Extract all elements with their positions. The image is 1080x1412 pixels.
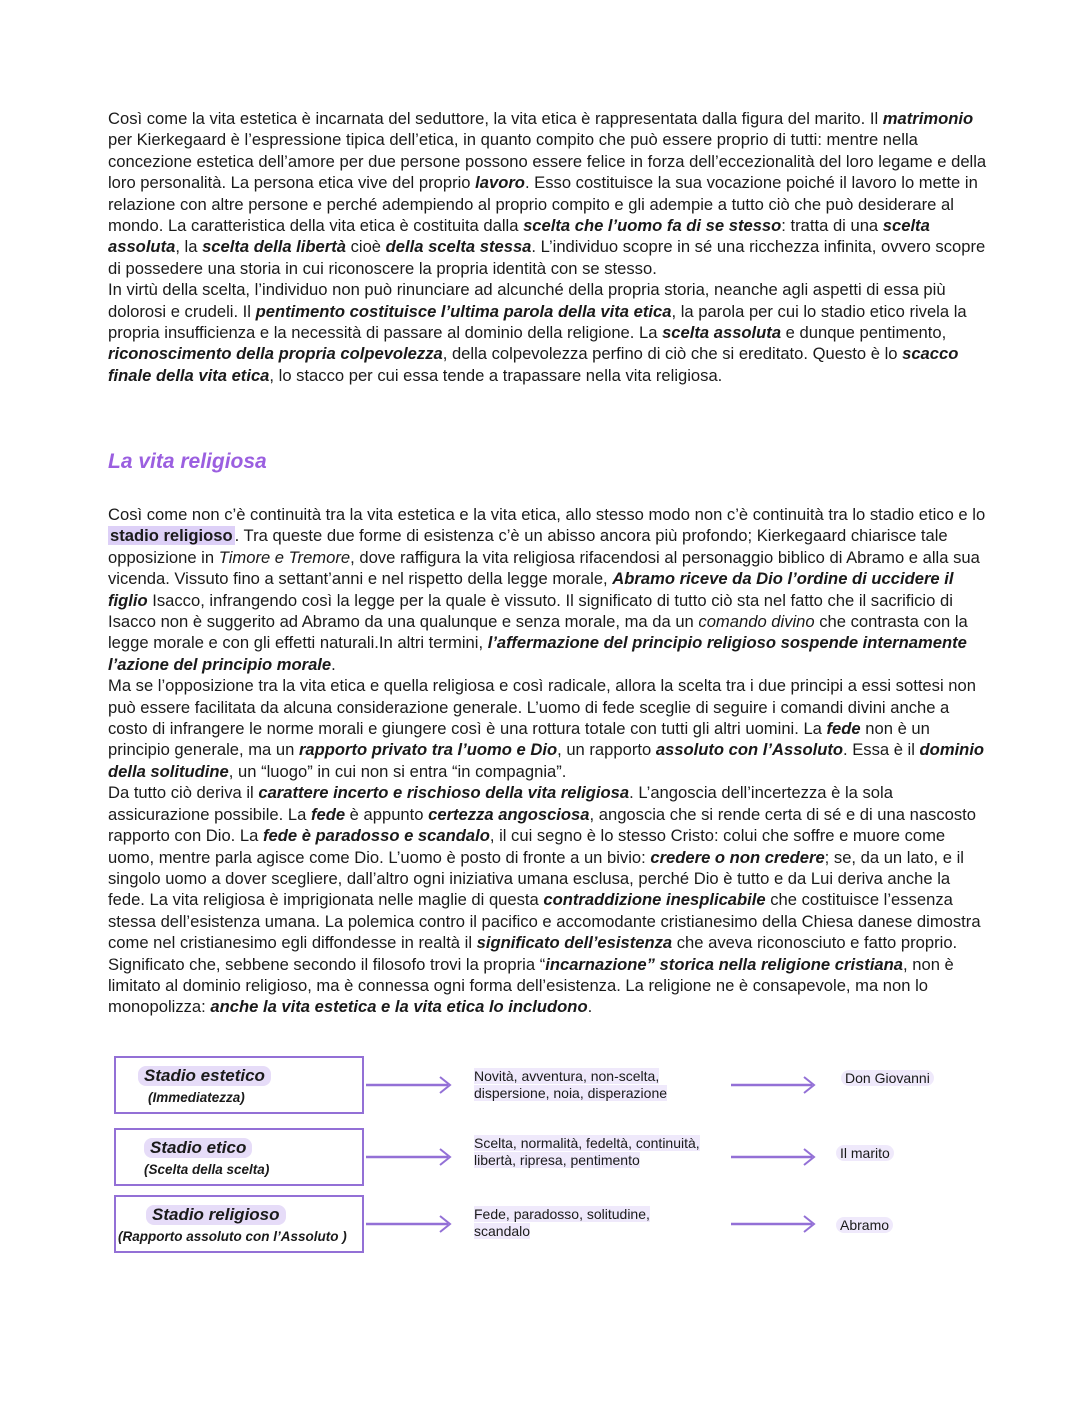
stage-box-religioso	[114, 1195, 364, 1253]
body-text: . L’angoscia dell’incertezza è la sola assicurazione possibile. La	[108, 783, 893, 824]
highlighted-term: stadio religioso	[110, 526, 233, 546]
stage-title: Stadio religioso	[146, 1205, 286, 1225]
emphasis-text: carattere incerto e rischioso della vita religiosa	[258, 783, 630, 803]
description-line: Fede, paradosso, solitudine,	[474, 1206, 650, 1222]
body-text: , la parola per cui lo stadio etico rivela la propria insufficienza e la necessità di passare al dominio della religione. La	[108, 301, 967, 343]
stage-figure: Don Giovanni	[841, 1070, 934, 1086]
stage-title: Stadio estetico	[138, 1066, 271, 1086]
emphasis-text: contraddizione inesplicabile	[543, 890, 766, 910]
emphasis-text: assoluto con l’Assoluto	[655, 740, 843, 760]
body-text: non è un principio generale, ma un	[108, 719, 930, 760]
body-text: , un rapporto	[557, 740, 656, 760]
emphasis-text: significato dell’esistenza	[476, 933, 673, 953]
description-line: dispersione, noia, disperazione	[474, 1085, 668, 1101]
body-text: , dove raffigura la vita religiosa rifacendosi al personaggio biblico di Abramo e alla sua vicenda. Vissuto fino a settant’anni e nel rispetto della legge morale,	[108, 547, 980, 589]
section-heading: La vita religiosa	[108, 450, 267, 473]
italic-text: Timore e Tremore	[218, 547, 351, 567]
body-text: , angoscia che si rende certa di sé e di una nascosto rapporto con Dio. La	[108, 804, 977, 846]
stage-box-estetico	[114, 1056, 364, 1114]
stage-title: Stadio etico	[144, 1138, 252, 1158]
emphasis-text: scelta che l’uomo fa di se stesso	[523, 216, 782, 236]
body-text: . Esso costituisce la sua vocazione poiché il lavoro lo mette in relazione con altre persone e perché adempiendo al proprio compito e gli adempie a tutto ciò che può desiderare al mondo. La caratteristica della vita etica è costituita dalla	[108, 173, 978, 236]
emphasis-text: fede è paradosso e scandalo	[262, 826, 490, 846]
body-text: che contrasta con la legge morale e con gli effetti naturali.In altri termini,	[108, 612, 968, 653]
body-text: , un “luogo” in cui non si entra “in compagnia”.	[228, 761, 567, 781]
body-text: ; se, da un lato, e il singolo uomo a dover scegliere, dall’altro ogni iniziativa umana esclusa, perché Dio è tutto e da Lui deriva anche la fede. La vita religiosa è imprigionata nelle maglie di questa	[108, 847, 964, 910]
body-text: . L’individuo scopre in sé una ricchezza infinita, ovvero scopre di possedere una storia in cui riconoscere la propria identità con se stesso.	[108, 237, 986, 278]
body-text: . Essa è il	[843, 740, 920, 760]
emphasis-text: credere o non credere	[650, 847, 825, 867]
body-text: In virtù della scelta, l’individuo non può rinunciare ad alcunché della propria storia, neanche agli aspetti di essa più dolorosi e crudeli. Il	[108, 280, 946, 321]
emphasis-text: scelta assoluta	[662, 323, 782, 343]
stage-description	[474, 1206, 724, 1240]
emphasis-text: lavoro	[475, 173, 525, 193]
body-text: , la	[175, 237, 203, 257]
body-text: Ma se l’opposizione tra la vita etica e quella religiosa e così radicale, allora la scelta tra i due principi a essi sottesi non può essere facilitata da alcuna considerazione generale. L’uomo di fede sceglie di seguire i comandi divini anche a costo di infrangere le norme morali e giungere così è una rottura totale con tutti gli altri uomini. La	[108, 676, 976, 739]
body-text: e dunque pentimento,	[781, 323, 947, 343]
stage-subtitle: (Rapporto assoluto con l’Assoluto )	[118, 1229, 347, 1244]
body-text: Isacco, infrangendo così la legge per la quale è vissuto. Il significato di tutto ciò sta nel fatto che il sacrificio di Isacco non è suggerito ad Abramo da una qualunque e senza morale, ma da un	[108, 590, 953, 632]
stage-description	[474, 1135, 724, 1169]
body-text: . Tra queste due forme di esistenza c’è un abisso ancora più profondo; Kierkegaard chiarisce tale opposizione in	[108, 526, 948, 567]
body-text: è appunto	[345, 804, 429, 824]
emphasis-text: dominio della solitudine	[108, 740, 985, 781]
italic-text: comando divino	[698, 612, 815, 632]
body-text: cioè	[345, 237, 386, 257]
emphasis-text: Abramo riceve da Dio l’ordine di uccidere il figlio	[108, 569, 954, 610]
body-text: Così come la vita estetica è incarnata del seduttore, la vita etica è rappresentata dalla figura del marito. Il	[108, 109, 883, 128]
emphasis-text: incarnazione” storica nella religione cristiana	[545, 954, 904, 974]
emphasis-text: rapporto privato tra l’uomo e Dio	[298, 740, 558, 760]
stage-description	[474, 1068, 724, 1102]
stage-figure: Il marito	[836, 1145, 894, 1161]
body-text: , il cui segno è lo stesso Cristo: colui che soffre e muore come uomo, mentre parla agisce come Dio. L’uomo è posto di fronte a un bivio:	[108, 826, 946, 867]
emphasis-text: certezza angosciosa	[428, 804, 590, 824]
emphasis-text: anche la vita estetica e la vita etica lo includono	[210, 997, 588, 1017]
body-text: : tratta di una	[781, 216, 883, 236]
description-line: scandalo	[474, 1223, 531, 1239]
body-text: , non è limitato al dominio religioso, ma è connessa ogni forma dell’esistenza. La religione ne è consapevole, ma non lo monopolizza:	[108, 954, 954, 1017]
emphasis-text: scacco finale della vita etica	[108, 344, 959, 385]
body-text: .	[331, 654, 336, 674]
emphasis-text: scelta assoluta	[108, 216, 930, 257]
emphasis-text: fede	[826, 719, 861, 739]
stage-subtitle: (Scelta della scelta)	[144, 1162, 270, 1177]
body-text: Così come non c’è continuità tra la vita estetica e la vita etica, allo stesso modo non c’è continuità tra lo stadio etico e lo	[108, 505, 986, 524]
body-text: che costituisce l’essenza stessa dell’esistenza umana. La polemica contro il pacifico e accomodante cristianesimo della Chiesa danese dimostra come nel cristianesimo egli diffondesse in realtà il	[108, 890, 981, 953]
emphasis-text: l’affermazione del principio religioso sospende internamente l’azione del principio morale	[108, 633, 967, 674]
emphasis-text: scelta della libertà	[202, 237, 346, 257]
emphasis-text: matrimonio	[882, 109, 974, 128]
description-line: libertà, ripresa, pentimento	[474, 1152, 640, 1168]
emphasis-text: della scelta stessa	[385, 237, 532, 257]
body-text: Da tutto ciò deriva il	[108, 783, 259, 803]
body-text: .	[587, 997, 593, 1017]
body-text: che aveva riconosciuto e fatto proprio. Significato che, sebbene secondo il filosofo trovi la propria “	[108, 933, 958, 974]
body-text: , della colpevolezza perfino di ciò che si ereditato. Questo è lo	[442, 344, 903, 364]
description-line: Novità, avventura, non-scelta,	[474, 1068, 660, 1084]
stage-figure: Abramo	[836, 1217, 893, 1233]
body-text: per Kierkegaard è l’espressione tipica dell’etica, in quanto compito che può essere proprio di tutti: mentre nella concezione estetica dell’amore per due persone possono essere felice in forza dell’eccezionalità del loro legame e della loro personalità. La persona etica vive del proprio	[108, 130, 987, 193]
stage-box-etico	[114, 1128, 364, 1186]
emphasis-text: fede	[310, 804, 346, 824]
body-text: , lo stacco per cui essa tende a trapassare nella vita religiosa.	[269, 365, 723, 385]
emphasis-text: pentimento costituisce l’ultima parola della vita etica	[255, 301, 672, 321]
stage-subtitle: (Immediatezza)	[148, 1090, 245, 1105]
description-line: Scelta, normalità, fedeltà, continuità,	[474, 1135, 700, 1151]
emphasis-text: riconoscimento della propria colpevolezza	[108, 344, 443, 364]
